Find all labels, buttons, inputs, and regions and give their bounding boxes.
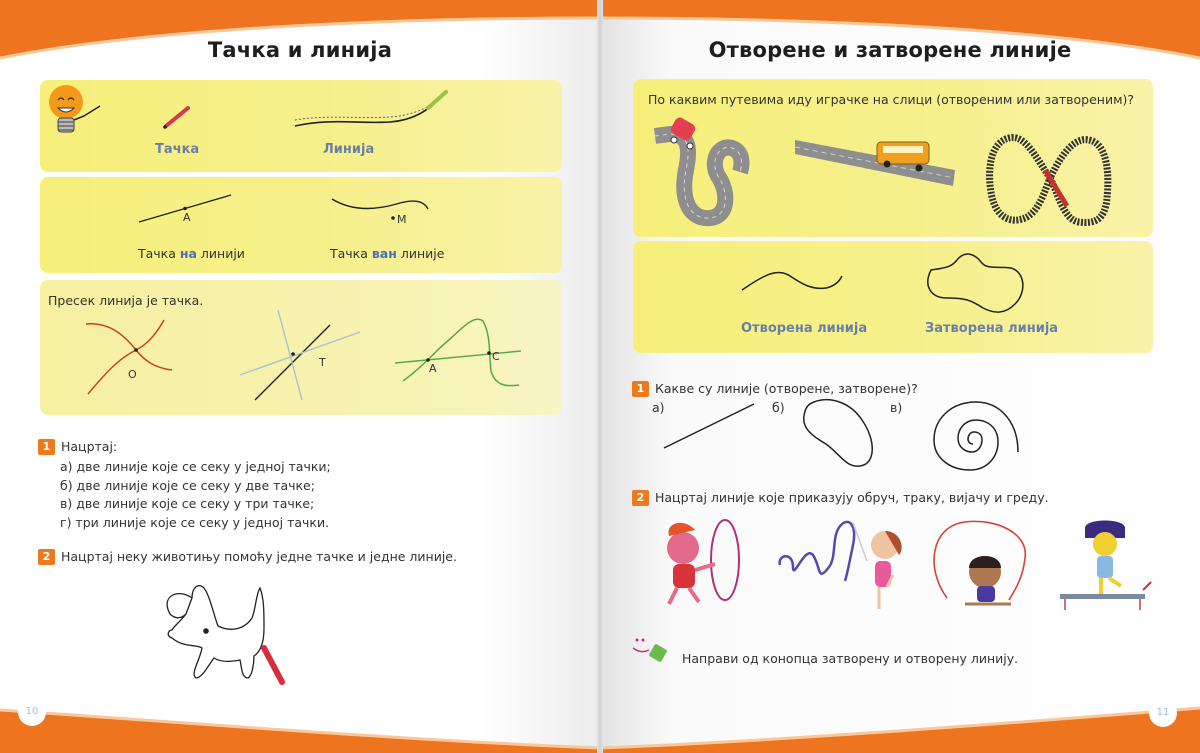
point-m-dot — [390, 215, 396, 221]
gymnast-beam-icon — [1055, 518, 1155, 613]
page-number: 10 — [18, 698, 46, 726]
car-road-icon — [650, 120, 765, 225]
point-a-label-green: A — [429, 362, 437, 375]
page-number: 11 — [1149, 699, 1177, 727]
gymnast-hoop-icon — [655, 518, 750, 608]
point-label: Тачка — [155, 142, 200, 157]
lightbulb-mascot-icon — [44, 80, 104, 150]
intersection-heading: Пресек линија је тачка. — [48, 293, 204, 308]
task-number-badge: 2 — [38, 549, 55, 565]
page-title: Тачка и линија — [207, 38, 393, 62]
task-number-badge: 1 — [632, 381, 649, 397]
point-a-label: A — [183, 211, 191, 224]
task-1: 1 Нацртај: — [38, 439, 117, 455]
task-1-item-a: а) две линије које се секу у једној тачки; — [60, 459, 331, 474]
dog-drawing-icon — [160, 578, 300, 688]
option-a-label: а) — [652, 400, 665, 415]
book-spine — [597, 0, 603, 753]
open-line-label: Отворена линија — [741, 321, 868, 336]
point-t-label: T — [319, 356, 326, 369]
open-line-icon — [740, 268, 845, 292]
task-2: 2 Нацртај линије које приказују обруч, траку, вијачу и греду. — [632, 490, 1049, 506]
point-m-label: M — [397, 213, 407, 226]
closed-line-icon — [925, 252, 1030, 314]
gymnast-jump-rope-icon — [925, 518, 1040, 608]
toys-question: По каквим путевима иду играчке на слици (отвореним или затвореним)? — [648, 92, 1135, 107]
three-lines-t — [240, 310, 360, 400]
closed-line-label: Затворена линија — [925, 321, 1059, 336]
task-1-item-b: б) две линије које се секу у две тачке; — [60, 478, 315, 493]
train-track-icon — [985, 128, 1115, 228]
task-1: 1 Какве су линије (отворене, затворене)? — [632, 381, 918, 397]
task-2: 2 Нацртај неку животињу помоћу једне тачке и једне линије. — [38, 549, 457, 565]
right-page — [600, 0, 1200, 753]
page-title: Отворене и затворене линије — [708, 38, 1072, 62]
task-number-badge: 1 — [38, 439, 55, 455]
task-1-item-d: г) три линије које се секу у једној тачки. — [60, 515, 330, 530]
point-c-label: C — [492, 350, 500, 363]
option-b-closed-bean — [800, 398, 880, 468]
gymnast-ribbon-icon — [775, 515, 915, 610]
curve-with-point-m — [330, 195, 430, 220]
activity-text: Направи од конопца затворену и отворену линију. — [682, 651, 1019, 666]
eraser-mascot-icon — [633, 636, 673, 666]
task-1-item-c: в) две линије које се секу у три тачке; — [60, 496, 315, 511]
point-off-line-caption: Тачка ван линије — [330, 246, 445, 261]
line-drawing-icon — [290, 90, 450, 135]
option-c-label: в) — [890, 400, 903, 415]
bus-road-icon — [795, 130, 960, 190]
task-number-badge: 2 — [632, 490, 649, 506]
option-c-spiral — [930, 398, 1025, 473]
point-on-line-caption: Тачка на линији — [138, 246, 245, 261]
option-a-straight-line — [662, 402, 757, 450]
point-line-panel — [40, 177, 562, 273]
lines-panel — [633, 241, 1153, 353]
pencil-dot-icon — [160, 104, 200, 130]
option-b-label: б) — [772, 400, 785, 415]
point-o-label: O — [128, 368, 137, 381]
bottom-wave-decoration — [600, 690, 1200, 753]
bottom-wave-decoration — [0, 690, 600, 753]
green-curve-line-ac — [395, 315, 525, 400]
line-label: Линија — [323, 142, 375, 157]
intersecting-curves-o — [80, 320, 170, 400]
